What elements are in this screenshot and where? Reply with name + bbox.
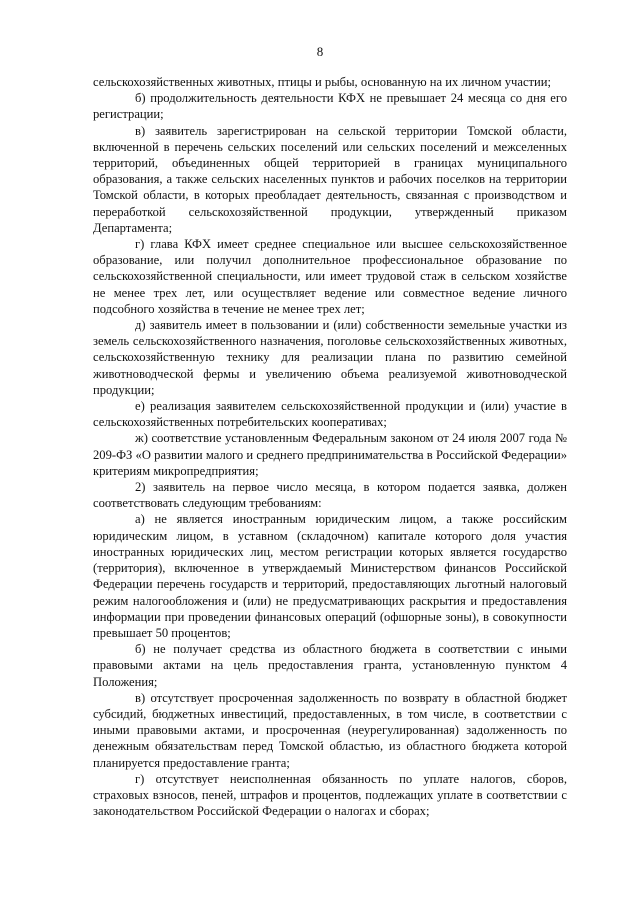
paragraph-item-b: б) продолжительность деятельности КФХ не превышает 24 месяца со дня его регистрации;	[93, 91, 567, 122]
paragraph-item-d: д) заявитель имеет в пользовании и (или) собственности земельные участки из земель сельскохозяйственного назначения, поголовье сельскохозяйственных животных, сельскохозяйственную технику для реализации плана по развитию семейной животноводческой фермы и увеличению объема реализуемой животноводческой продукции;	[93, 318, 567, 397]
paragraph-item-g: г) глава КФХ имеет среднее специальное или высшее сельскохозяйственное образование, или получил дополнительное профессиональное образование по сельскохозяйственной специальности, или имеет трудовой стаж в сельском хозяйстве не менее трех лет, или осуществляет ведение или совместное ведение личного подсобного хозяйства в течение не менее трех лет;	[93, 237, 567, 316]
paragraph-item-2: 2) заявитель на первое число месяца, в котором подается заявка, должен соответствовать следующим требованиям:	[93, 480, 567, 511]
paragraph-subitem-v: в) отсутствует просроченная задолженность по возврату в областной бюджет субсидий, бюджетных инвестиций, предоставленных, в том числе, в соответствии с иными правовыми актами, и просроченная (неурегулированная) задолженность по денежным обязательствам перед Томской областью, из областного бюджета которой планируется предоставление гранта;	[93, 690, 567, 770]
paragraph-item-zh: ж) соответствие установленным Федеральным законом от 24 июля 2007 года № 209-ФЗ «О развитии малого и среднего предпринимательства в Российской Федерации» критериям микропредприятия;	[93, 431, 567, 478]
paragraph-subitem-b: б) не получает средства из областного бюджета в соответствии с иными правовыми актами на цель предоставления гранта, установленную пунктом 4 Положения;	[93, 642, 567, 689]
paragraph-continuation: сельскохозяйственных животных, птицы и рыбы, основанную на их личном участии;	[93, 75, 552, 89]
paragraph-item-v: в) заявитель зарегистрирован на сельской территории Томской области, включенной в перечень сельских поселений или сельских поселений и межселенных территорий, объединенных общей территорией в границах муниципального образования, а также сельских населенных пунктов и рабочих поселков на территории Томской области, в которых преобладает деятельность, связанная с производством и переработкой сельскохозяйственной продукции, утвержденный приказом Департамента;	[93, 123, 567, 235]
paragraph-subitem-g: г) отсутствует неисполненная обязанность по уплате налогов, сборов, страховых взносов, пеней, штрафов и процентов, подлежащих уплате в соответствии с законодательством Российской Федерации о налогах и сборах;	[93, 771, 567, 819]
paragraph-item-e: е) реализация заявителем сельскохозяйственной продукции и (или) участие в сельскохозяйственных потребительских кооперативах;	[93, 399, 567, 430]
document-body	[93, 74, 567, 819]
page-number: 8	[316, 44, 324, 59]
paragraph-subitem-a: а) не является иностранным юридическим лицом, а также российским юридическим лицом, в уставном (складочном) капитале которого доля участия иностранных юридических лиц, местом регистрации которых является государство (территория), включенное в утверждаемый Министерством финансов Российской Федерации перечень государств и территорий, предоставляющих льготный налоговый режим налогообложения и (или) не предусматривающих раскрытия и предоставления информации при проведении финансовых операций (офшорные зоны), в совокупности превышает 50 процентов;	[93, 512, 567, 640]
